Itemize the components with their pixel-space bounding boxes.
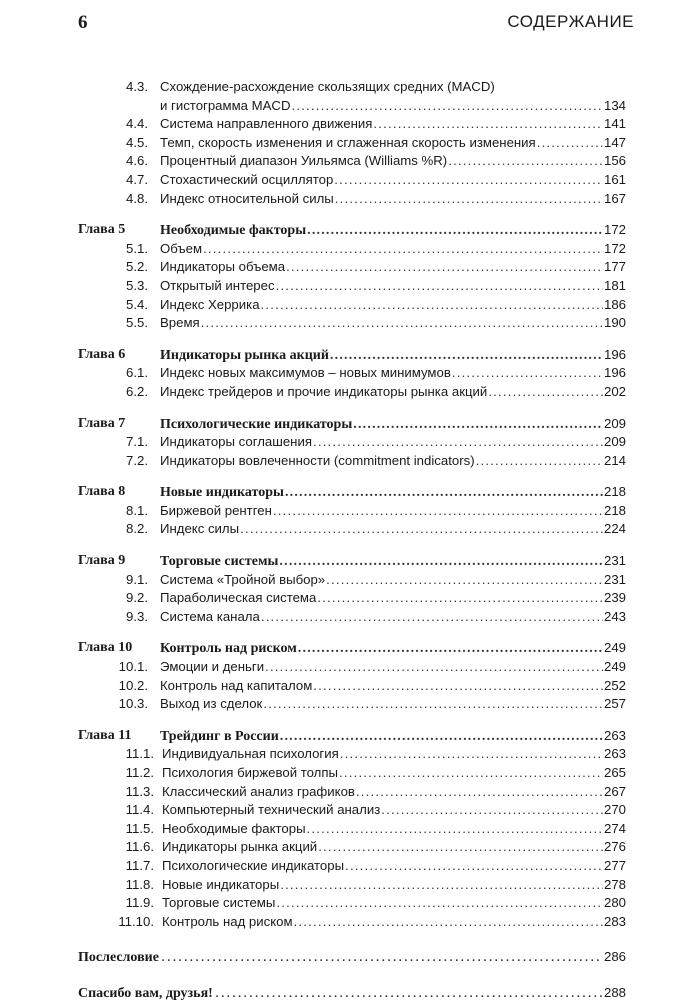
- entry-number: 5.3.: [126, 277, 148, 293]
- leader-dots: [215, 983, 602, 1003]
- entry-number: 10.3.: [118, 696, 148, 712]
- entry-title: Необходимые факторы: [162, 820, 306, 836]
- leader-dots: [452, 364, 603, 383]
- toc-entry[interactable]: [78, 452, 626, 471]
- entry-page: 190: [603, 315, 626, 331]
- entry-page: 274: [603, 820, 626, 836]
- entry-page: 224: [603, 521, 626, 537]
- leader-dots: [476, 452, 603, 471]
- toc-entry[interactable]: [78, 97, 626, 116]
- chapter-title: Психологические индикаторы: [160, 416, 353, 432]
- leader-dots: [373, 115, 603, 134]
- entry-page: 196: [603, 365, 626, 381]
- leader-dots: [339, 764, 603, 783]
- entry-page: 141: [603, 116, 626, 132]
- thanks-title: Спасибо вам, друзья!: [78, 986, 213, 1002]
- entry-title: Новые индикаторы: [162, 876, 280, 892]
- page-number: 6: [78, 12, 88, 33]
- leader-dots: [326, 571, 603, 590]
- chapter-label: Глава 7: [78, 415, 126, 431]
- toc-entry[interactable]: [78, 894, 626, 913]
- entry-title: Индекс силы: [160, 521, 240, 537]
- entry-title: Индивидуальная психология: [162, 746, 339, 762]
- entry-page: 257: [603, 696, 626, 712]
- chapter-title: Контроль над риском: [160, 641, 297, 657]
- entry-page: 214: [603, 452, 626, 468]
- chapter-title: Торговые системы: [160, 554, 279, 570]
- table-of-contents: [78, 78, 626, 1003]
- entry-number: 8.1.: [126, 502, 148, 518]
- leader-dots: [294, 913, 603, 932]
- toc-entry[interactable]: [78, 608, 626, 627]
- entry-page: 167: [603, 190, 626, 206]
- entry-title: Индекс трейдеров и прочие индикаторы рынка акций: [160, 383, 488, 399]
- leader-dots: [265, 658, 603, 677]
- leader-dots: [353, 416, 603, 435]
- chapter-page: 263: [603, 727, 626, 743]
- chapter-heading[interactable]: [78, 639, 626, 658]
- chapter-title: Трейдинг в России: [160, 728, 279, 744]
- leader-dots: [340, 745, 603, 764]
- leader-dots: [307, 222, 603, 241]
- chapter-page: 218: [603, 484, 626, 500]
- entry-page: 280: [603, 895, 626, 911]
- leader-dots: [280, 728, 603, 747]
- entry-title: Контроль над риском: [162, 913, 293, 929]
- chapter-page: 172: [603, 222, 626, 238]
- entry-title: Компьютерный технический анализ: [162, 802, 381, 818]
- toc-entry[interactable]: [78, 277, 626, 296]
- chapter-label: Глава 11: [78, 727, 132, 743]
- leader-dots: [335, 190, 603, 209]
- leader-dots: [313, 677, 603, 696]
- toc-entry[interactable]: [78, 78, 626, 97]
- running-title: СОДЕРЖАНИЕ: [507, 12, 634, 31]
- entry-page: 239: [603, 590, 626, 606]
- entry-page: 231: [603, 571, 626, 587]
- toc-entry[interactable]: [78, 134, 626, 153]
- entry-number: 7.1.: [126, 434, 148, 450]
- entry-number: 5.2.: [126, 259, 148, 275]
- entry-number: 4.3.: [126, 79, 148, 94]
- entry-title: Объем: [160, 240, 203, 256]
- afterword-page: 286: [603, 949, 626, 965]
- chapter-heading[interactable]: [78, 483, 626, 502]
- toc-entry[interactable]: [78, 783, 626, 802]
- entry-title: Торговые системы: [162, 895, 276, 911]
- leader-dots: [448, 152, 603, 171]
- entry-number: 4.8.: [126, 190, 148, 206]
- entry-number: 5.1.: [126, 240, 148, 256]
- leader-dots: [286, 258, 603, 277]
- afterword-entry[interactable]: [78, 947, 626, 967]
- entry-page: 267: [603, 783, 626, 799]
- entry-title: Индекс относительной силы: [160, 190, 334, 206]
- entry-number: 4.4.: [126, 116, 148, 132]
- afterword-title: Послесловие: [78, 950, 159, 966]
- leader-dots: [307, 820, 603, 839]
- chapter-title: Индикаторы рынка акций: [160, 347, 329, 363]
- entry-page: 147: [603, 134, 626, 150]
- entry-page: 181: [603, 277, 626, 293]
- entry-title: Индекс новых максимумов – новых минимумов: [160, 365, 451, 381]
- entry-title: Система канала: [160, 608, 260, 624]
- entry-title: Параболическая система: [160, 590, 317, 606]
- entry-title: Время: [160, 315, 200, 331]
- leader-dots: [318, 838, 603, 857]
- entry-number: 11.2.: [125, 765, 154, 780]
- toc-entry[interactable]: [78, 695, 626, 714]
- entry-number: 11.4.: [125, 802, 154, 818]
- toc-entry[interactable]: [78, 115, 626, 134]
- chapter-label: Глава 10: [78, 640, 133, 656]
- entry-page: 277: [603, 857, 626, 873]
- leader-dots: [291, 97, 603, 116]
- entry-title: Процентный диапазон Уильямса (Williams %R): [160, 153, 448, 169]
- entry-title-line: Схождение-расхождение скользящих средних (MACD): [160, 79, 495, 94]
- toc-entry[interactable]: [78, 571, 626, 590]
- leader-dots: [261, 296, 603, 315]
- entry-title: Эмоции и деньги: [160, 659, 265, 675]
- entry-number: 9.1.: [126, 571, 148, 587]
- chapter-page: 249: [603, 640, 626, 656]
- leader-dots: [345, 857, 603, 876]
- leader-dots: [488, 383, 603, 402]
- thanks-page: 288: [603, 985, 626, 1001]
- chapter-page: 196: [603, 346, 626, 362]
- toc-entry[interactable]: [78, 857, 626, 876]
- toc-entry[interactable]: [78, 258, 626, 277]
- chapter-label: Глава 6: [78, 346, 126, 362]
- entry-page: 161: [603, 171, 626, 187]
- chapter-label: Глава 9: [78, 553, 126, 569]
- entry-title: Система направленного движения: [160, 116, 373, 132]
- entry-title: Психология биржевой толпы: [162, 765, 338, 780]
- toc-entry[interactable]: [78, 677, 626, 696]
- toc-entry[interactable]: [78, 820, 626, 839]
- entry-number: 9.2.: [126, 590, 148, 606]
- entry-number: 4.5.: [126, 134, 148, 150]
- toc-entry[interactable]: [78, 520, 626, 539]
- leader-dots: [276, 894, 603, 913]
- leader-dots: [201, 314, 603, 333]
- chapter-title: Необходимые факторы: [160, 223, 307, 239]
- chapter-label: Глава 8: [78, 484, 126, 500]
- toc-entry[interactable]: [78, 838, 626, 857]
- entry-number: 11.3.: [125, 783, 154, 799]
- toc-entry[interactable]: [78, 745, 626, 764]
- leader-dots: [203, 240, 603, 259]
- entry-number: 5.5.: [126, 315, 148, 331]
- entry-title: Индикаторы вовлеченности (commitment indicators): [160, 452, 475, 468]
- toc-entry[interactable]: [78, 502, 626, 521]
- leader-dots: [537, 134, 603, 153]
- chapter-page: 209: [603, 415, 626, 431]
- entry-number: 11.7.: [125, 857, 154, 873]
- leader-dots: [356, 783, 603, 802]
- toc-entry[interactable]: [78, 296, 626, 315]
- entry-number: 5.4.: [126, 296, 148, 312]
- entry-title: Классический анализ графиков: [162, 783, 355, 799]
- leader-dots: [313, 433, 603, 452]
- entry-page: 252: [603, 677, 626, 693]
- toc-entry[interactable]: [78, 433, 626, 452]
- toc-entry[interactable]: [78, 364, 626, 383]
- toc-entry[interactable]: [78, 152, 626, 171]
- entry-title: Стохастический осциллятор: [160, 171, 334, 187]
- entry-number: 6.2.: [126, 383, 148, 399]
- entry-number: 11.8.: [125, 876, 154, 892]
- chapter-title: Новые индикаторы: [160, 485, 284, 501]
- leader-dots: [330, 347, 603, 366]
- entry-title: Психологические индикаторы: [162, 857, 345, 873]
- chapter-heading[interactable]: [78, 727, 626, 746]
- toc-entry[interactable]: [78, 171, 626, 190]
- toc-entry[interactable]: [78, 383, 626, 402]
- toc-entry[interactable]: [78, 876, 626, 895]
- leader-dots: [276, 277, 603, 296]
- entry-number: 11.5.: [125, 820, 154, 836]
- chapter-heading[interactable]: [78, 415, 626, 434]
- chapter-heading[interactable]: [78, 221, 626, 240]
- toc-entry[interactable]: [78, 240, 626, 259]
- entry-page: 177: [603, 259, 626, 275]
- entry-page: 209: [603, 434, 626, 450]
- entry-title: и гистограмма MACD: [160, 97, 291, 113]
- entry-title: Индекс Херрика: [160, 296, 260, 312]
- entry-page: 278: [603, 876, 626, 892]
- entry-number: 9.3.: [126, 608, 148, 624]
- entry-title: Индикаторы объема: [160, 259, 286, 275]
- entry-number: 8.2.: [126, 521, 148, 537]
- entry-page: 156: [603, 153, 626, 169]
- leader-dots: [273, 502, 603, 521]
- leader-dots: [161, 947, 602, 967]
- entry-page: 186: [603, 296, 626, 312]
- leader-dots: [261, 608, 603, 627]
- entry-page: 172: [603, 240, 626, 256]
- entry-number: 11.1.: [125, 746, 154, 762]
- toc-entry[interactable]: [78, 190, 626, 209]
- entry-title: Выход из сделок: [160, 696, 263, 712]
- entry-page: 270: [603, 802, 626, 818]
- entry-title: Индикаторы соглашения: [160, 434, 312, 450]
- entry-number: 11.6.: [125, 839, 154, 855]
- chapter-heading[interactable]: [78, 346, 626, 365]
- chapter-label: Глава 5: [78, 222, 126, 238]
- entry-title: Контроль над капиталом: [160, 677, 313, 693]
- leader-dots: [279, 553, 603, 572]
- entry-number: 11.9.: [125, 895, 154, 911]
- entry-title: Открытый интерес: [160, 277, 275, 293]
- entry-title: Биржевой рентген: [160, 502, 272, 518]
- entry-page: 263: [603, 746, 626, 762]
- entry-title: Система «Тройной выбор»: [160, 571, 326, 587]
- entry-page: 265: [603, 765, 626, 780]
- entry-number: 11.10.: [118, 913, 154, 929]
- entry-page: 276: [603, 839, 626, 855]
- toc-entry[interactable]: [78, 764, 626, 783]
- toc-entry[interactable]: [78, 913, 626, 932]
- leader-dots: [334, 171, 603, 190]
- toc-entry[interactable]: [78, 589, 626, 608]
- leader-dots: [381, 801, 603, 820]
- entry-page: 249: [603, 659, 626, 675]
- entry-title: Темп, скорость изменения и сглаженная скорость изменения: [160, 134, 536, 150]
- toc-entry[interactable]: [78, 658, 626, 677]
- chapter-page: 231: [603, 553, 626, 569]
- entry-page: 202: [603, 383, 626, 399]
- entry-number: 6.1.: [126, 365, 148, 381]
- entry-number: 10.2.: [118, 677, 148, 693]
- entry-page: 243: [603, 608, 626, 624]
- chapter-heading[interactable]: [78, 552, 626, 571]
- leader-dots: [280, 876, 603, 895]
- entry-number: 7.2.: [126, 452, 148, 468]
- page-header: [78, 12, 634, 36]
- leader-dots: [240, 520, 603, 539]
- entry-number: 4.6.: [126, 153, 148, 169]
- leader-dots: [263, 695, 603, 714]
- thanks-entry[interactable]: [78, 983, 626, 1003]
- leader-dots: [298, 640, 603, 659]
- entry-number: 10.1.: [118, 659, 148, 675]
- entry-number: 4.7.: [126, 171, 148, 187]
- entry-page: 134: [603, 97, 626, 113]
- entry-page: 283: [603, 913, 626, 929]
- toc-entry[interactable]: [78, 801, 626, 820]
- toc-entry[interactable]: [78, 314, 626, 333]
- leader-dots: [285, 484, 603, 503]
- entry-title: Индикаторы рынка акций: [162, 839, 318, 855]
- leader-dots: [317, 589, 603, 608]
- entry-page: 218: [603, 502, 626, 518]
